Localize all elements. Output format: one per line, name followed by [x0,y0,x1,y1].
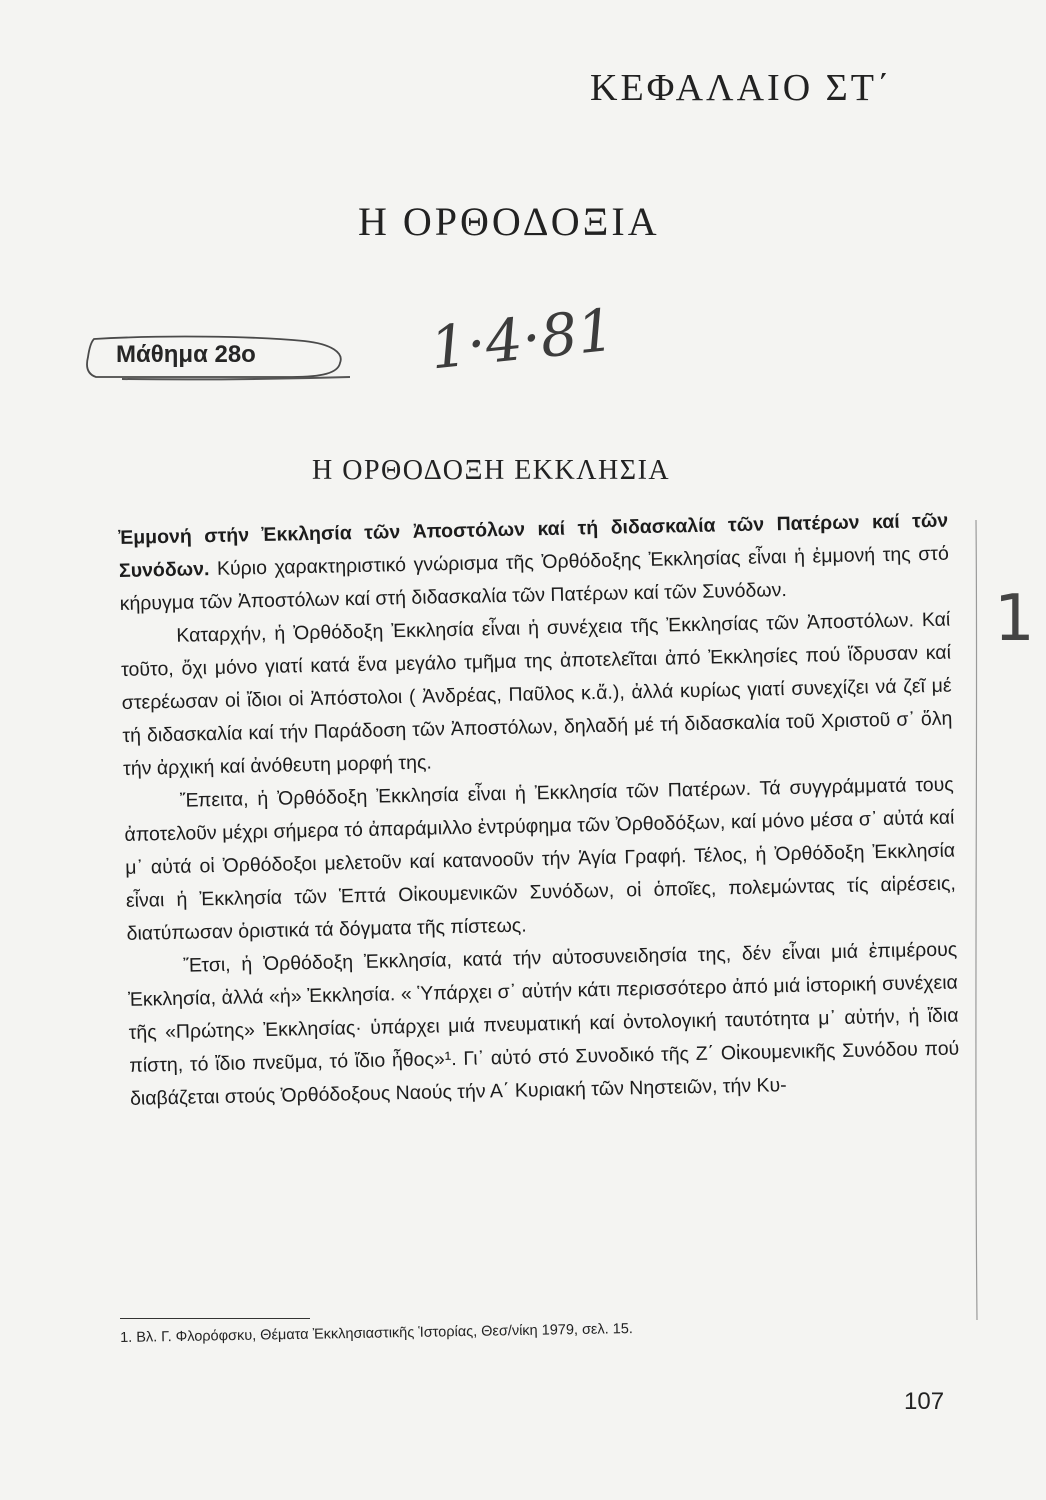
paragraph-2: Καταρχήν, ἡ Ὀρθόδοξη Ἐκκλησία εἶναι ἡ συνέχεια τῆς Ἐκκλησίας τῶν Ἀποστόλων. Καί τοῦτο, ὄχι μόνο γιατί κατά ἕνα μεγάλο τμῆμα της ἀποτελεῖται ἀπό Ἐκκλησίες πού ἵδρυσαν καί στερέωσαν οἱ ἴδιοι οἱ Ἀπόστολοι ( Ἀνδρέας, Παῦλος κ.ἄ.), ἀλλά κυρίως γιατί συνεχίζει νά ζεῖ μέ τή διδασκαλία καί τήν Παράδοση τῶν Ἀποστόλων, δηλαδή μέ τή διδασκαλία τοῦ Χριστοῦ σ᾿ ὅλη τήν ἀρχική καί ἀνόθευτη μορφή της. [120,608,953,780]
part-title: Η ΟΡΘΟΔΟΞΙΑ [358,199,660,244]
paragraph-1-lead: Ἐμμονή στήν Ἐκκλησία τῶν Ἀποστόλων καί τή διδασκαλία τῶν Πατέρων καί τῶν Συνόδων. [118,509,949,582]
footnote: 1. Βλ. Γ. Φλορόφσκυ, Θέματα Ἐκκλησιαστικῆς Ἱστορίας, Θεσ/νίκη 1979, σελ. 15. [120,1321,634,1346]
page-edge-shadow [966,520,986,1320]
body-text [118,505,960,1116]
lesson-stamp [82,333,354,383]
footnote-rule [120,1318,310,1319]
paragraph-1-text: Κύριο χαρακτηριστικό γνώρισμα τῆς Ὀρθόδοξης Ἐκκλησίας εἶναι ἡ ἐμμονή της στό κήρυγμα τῶν Ἀποστόλων καί στή διδασκαλία τῶν Πατέρων καί τῶν Συνόδων. [119,542,950,615]
section-heading: Η ΟΡΘΟΔΟΞΗ ΕΚΚΛΗΣΙΑ [312,455,671,486]
margin-pencil-mark [990,570,1035,660]
paragraph-1 [118,505,950,621]
lesson-label: Μάθημα 28ο [116,341,256,368]
chapter-title: ΚΕΦΑΛΑΙΟ ΣΤ΄ [590,67,893,109]
paragraph-4: Ἔτσι, ἡ Ὀρθόδοξη Ἐκκλησία, κατά τήν αὐτοσυνειδησία της, δέν εἶναι μιά ἐπιμέρους Ἐκκλησία, ἀλλά «ἡ» Ἐκκλησία. « Ὑπάρχει σ᾿ αὐτήν κάτι περισσότερο ἀπό μιά ἱστορική συνέχεια τῆς «Πρώτης» Ἐκκλησίας· ὑπάρχει μιά πνευματική καί ὀντολογική ταυτότητα μ᾿ αὐτήν, ἡ ἴδια πίστη, τό ἴδιο πνεῦμα, τό ἴδιο ἦθος»¹. Γι᾿ αὐτό στό Συνοδικό τῆς Ζ΄ Οἰκουμενικῆς Συνόδου πού διαβάζεται στούς Ὀρθόδοξους Ναούς τήν Α΄ Κυριακή τῶν Νηστειῶν, τήν Κυ- [127,938,960,1110]
page-number: 107 [904,1388,945,1415]
margin-note: 1 [994,582,1035,656]
paragraph-3: Ἔπειτα, ἡ Ὀρθόδοξη Ἐκκλησία εἶναι ἡ Ἐκκλησία τῶν Πατέρων. Τά συγγράμματά τους ἀποτελοῦν μέχρι σήμερα τό ἀπαράμιλλο ἐντρύφημα τῶν Ὀρθοδόξων, καί μόνο μέσα σ᾿ αὐτά καί μ᾿ αὐτά οἱ Ὀρθόδοξοι μελετοῦν καί κατανοοῦν τήν Ἁγία Γραφή. Τέλος, ἡ Ὀρθόδοξη Ἐκκλησία εἶναι ἡ Ἐκκλησία τῶν Ἑπτά Οἰκουμενικῶν Συνόδων, οἱ ὁποῖες, πολεμώντας τίς αἱρέσεις, διατύπωσαν ὁριστικά τά δόγματα τῆς πίστεως. [124,773,956,945]
handwritten-date: 1·4·81 [426,295,618,383]
